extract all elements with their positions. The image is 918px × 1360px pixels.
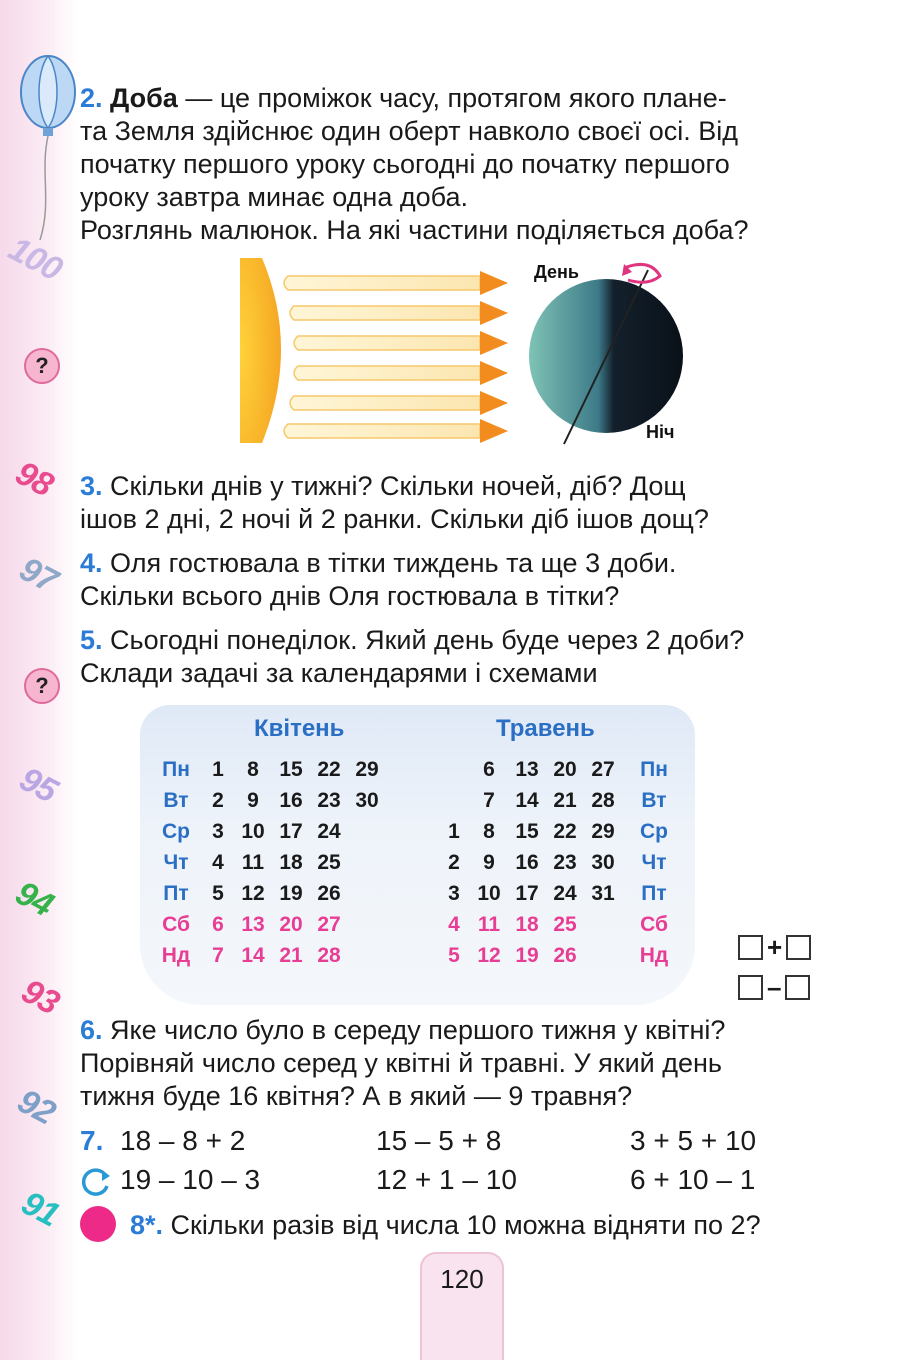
arrow-icon <box>480 271 508 443</box>
text-line: Сьогодні понеділок. Який день буде через 2 доби? <box>110 625 745 655</box>
day-name: Вт <box>641 789 667 812</box>
day-name: Пт <box>163 882 189 905</box>
task-6-line: Порівняй число серед у квітні й травні. У який день <box>80 1048 723 1078</box>
side-number: 94 <box>9 873 59 925</box>
april-week-row <box>150 755 386 785</box>
empty-box <box>738 975 763 1000</box>
sun <box>240 258 281 443</box>
text-line: Яке число було в середу першого тижня у квітні? <box>110 1015 726 1045</box>
calendar-date: 9 <box>483 851 495 874</box>
calendar-date: 15 <box>279 758 303 781</box>
calendar-date: 1 <box>448 820 460 843</box>
task-number: 8*. <box>130 1210 164 1240</box>
calendar-date <box>584 910 622 940</box>
expression: 3 + 5 + 10 <box>630 1125 757 1156</box>
calendar-date: 14 <box>515 789 539 812</box>
may-title: Травень <box>496 715 595 742</box>
task-4-line <box>80 547 845 580</box>
calendar-date: 8 <box>483 820 495 843</box>
calendar-date <box>584 941 622 971</box>
calendar-date: 13 <box>241 913 265 936</box>
calendar-date: 27 <box>317 913 341 936</box>
task-4-line: Скільки всього днів Оля гостювала в тітки? <box>80 581 620 611</box>
calendar-date: 7 <box>212 944 224 967</box>
calendar-date: 12 <box>241 882 265 905</box>
difficulty-dot-icon <box>80 1206 116 1242</box>
calendar-date: 10 <box>241 820 265 843</box>
task-3-line <box>80 470 845 503</box>
calendar-date: 6 <box>483 758 495 781</box>
question-icon: ? <box>24 348 60 384</box>
text-line: Оля гостювала в тітки тиждень та ще 3 доби. <box>110 548 677 578</box>
calendar-date: 3 <box>212 820 224 843</box>
april-week-row <box>150 786 386 816</box>
calendar-date: 14 <box>241 944 265 967</box>
calendar-date: 5 <box>448 944 460 967</box>
calendar-date: 9 <box>247 789 259 812</box>
calendar-date: 4 <box>448 913 460 936</box>
day-name: Пт <box>641 882 667 905</box>
sun-earth-illustration <box>240 258 690 453</box>
day-name: Нд <box>639 944 669 967</box>
calendar-date: 24 <box>553 882 577 905</box>
task-number: 2. <box>80 83 103 113</box>
day-name: Вт <box>163 789 189 812</box>
calendar-date: 8 <box>247 758 259 781</box>
calendar-date: 26 <box>553 944 577 967</box>
task-2-line <box>80 82 845 115</box>
day-name: Чт <box>641 851 667 874</box>
task-5-line <box>80 624 845 657</box>
task-3-line: ішов 2 дні, 2 ночі й 2 ранки. Скільки діб ішов дощ? <box>80 504 709 534</box>
calendar-date: 29 <box>591 820 615 843</box>
may-week-row <box>438 879 680 909</box>
calendar-date: 28 <box>591 789 615 812</box>
scheme-minus <box>738 972 810 1003</box>
april-week-row <box>150 879 386 909</box>
task-2 <box>80 82 845 247</box>
calendar-date: 5 <box>212 882 224 905</box>
text-line: — це проміжок часу, протягом якого плане- <box>185 83 727 113</box>
calendar-date: 25 <box>317 851 341 874</box>
task-6-line <box>80 1014 845 1047</box>
expression: 19 – 10 – 3 <box>120 1164 261 1195</box>
task-2-line: та Земля здійснює один оберт навколо своєї осі. Від <box>80 116 739 146</box>
side-number: 97 <box>13 549 63 601</box>
side-number: 98 <box>9 453 59 505</box>
task-number: 6. <box>80 1015 103 1045</box>
calendar-date: 21 <box>553 789 577 812</box>
calendar-date: 12 <box>477 944 501 967</box>
calendar-date: 27 <box>591 758 615 781</box>
day-name: Сб <box>162 913 190 936</box>
calendar-date: 17 <box>279 820 303 843</box>
task-5-line: Склади задачі за календарями і схемами <box>80 658 598 688</box>
calendar-date: 4 <box>212 851 224 874</box>
april-week-row <box>150 817 386 847</box>
calendar-date: 25 <box>553 913 577 936</box>
expression: 12 + 1 – 10 <box>376 1164 517 1195</box>
april-week-row <box>150 848 386 878</box>
scheme-plus <box>738 932 811 963</box>
calendar-date: 1 <box>212 758 224 781</box>
calendar-date: 23 <box>317 789 341 812</box>
term-doba: Доба <box>110 83 178 113</box>
task-8-text: Скільки разів від числа 10 можна відняти по 2? <box>170 1210 761 1240</box>
task-2-line: уроку завтра минає одна доба. <box>80 182 468 212</box>
task-2-line: початку першого уроку сьогодні до початку першого <box>80 149 730 179</box>
task-2-line: Розглянь малюнок. На які частини поділяється доба? <box>80 215 749 245</box>
day-name: Сб <box>640 913 668 936</box>
calendar-date: 30 <box>591 851 615 874</box>
task-4 <box>80 547 845 613</box>
sun-rays-icon <box>284 276 480 438</box>
april-week-row <box>150 941 386 971</box>
expression: 15 – 5 + 8 <box>376 1125 502 1156</box>
empty-box <box>738 935 763 960</box>
calendar-date: 2 <box>212 789 224 812</box>
side-number: 93 <box>15 971 65 1023</box>
plus-sign: + <box>767 932 783 962</box>
day-name: Нд <box>161 944 191 967</box>
page-number: 120 <box>420 1252 504 1360</box>
calendar-date: 24 <box>317 820 341 843</box>
night-label: Ніч <box>646 422 675 442</box>
empty-box <box>786 935 811 960</box>
may-week-row <box>438 817 680 847</box>
text-line: Скільки днів у тижні? Скільки ночей, діб? Дощ <box>110 471 686 501</box>
calendar-date: 21 <box>279 944 303 967</box>
april-week-row <box>150 910 386 940</box>
calendar-date <box>348 941 386 971</box>
calendar-date: 26 <box>317 882 341 905</box>
day-name: Пн <box>162 758 190 781</box>
task-number: 5. <box>80 625 103 655</box>
calendar-card <box>140 705 695 1005</box>
calendar-date: 20 <box>553 758 577 781</box>
calendar-date: 15 <box>515 820 539 843</box>
task-8 <box>130 1208 761 1242</box>
task-6 <box>80 1014 845 1113</box>
minus-sign: – <box>767 972 782 1002</box>
calendar-date: 6 <box>212 913 224 936</box>
task-number: 4. <box>80 548 103 578</box>
empty-box <box>785 975 810 1000</box>
side-number: 100 <box>2 229 68 289</box>
calendar-date <box>348 817 386 847</box>
may-week-row <box>438 786 680 816</box>
task-7-number: 7. <box>80 1125 104 1156</box>
calendar-date <box>438 755 470 785</box>
day-name: Чт <box>163 851 189 874</box>
rotation-arrow-icon <box>624 264 660 282</box>
task-6-line: тижня буде 16 квітня? А в який — 9 травня? <box>80 1081 633 1111</box>
calendar-date: 2 <box>448 851 460 874</box>
calendar-date: 31 <box>591 882 615 905</box>
calendar-date: 30 <box>355 789 379 812</box>
calendar-date: 18 <box>515 913 539 936</box>
day-name: Ср <box>162 820 190 843</box>
calendar-date: 13 <box>515 758 539 781</box>
calendar-date: 7 <box>483 789 495 812</box>
calendar-date: 22 <box>317 758 341 781</box>
calendar-date <box>348 848 386 878</box>
calendar-date: 19 <box>279 882 303 905</box>
april-title: Квітень <box>254 715 345 742</box>
calendar-date: 28 <box>317 944 341 967</box>
expression: 6 + 10 – 1 <box>630 1164 756 1195</box>
calendar-date: 16 <box>515 851 539 874</box>
calendar-date: 23 <box>553 851 577 874</box>
refresh-icon <box>80 1166 112 1198</box>
may-week-row <box>438 941 680 971</box>
calendar-date: 20 <box>279 913 303 936</box>
balloon-icon <box>18 52 78 242</box>
calendar-date: 17 <box>515 882 539 905</box>
day-label: День <box>534 262 579 282</box>
expression: 18 – 8 + 2 <box>120 1125 246 1156</box>
calendar-date: 10 <box>477 882 501 905</box>
calendar-date <box>438 786 470 816</box>
calendar-date: 22 <box>553 820 577 843</box>
day-name: Ср <box>640 820 668 843</box>
side-number: 92 <box>11 1081 61 1133</box>
calendar-date: 18 <box>279 851 303 874</box>
calendar-date: 19 <box>515 944 539 967</box>
question-icon: ? <box>24 668 60 704</box>
day-name: Пн <box>640 758 668 781</box>
task-number: 3. <box>80 471 103 501</box>
side-number: 91 <box>15 1183 65 1235</box>
calendar-date: 3 <box>448 882 460 905</box>
task-5 <box>80 624 845 690</box>
may-week-row <box>438 910 680 940</box>
calendar-date <box>348 910 386 940</box>
calendar-date: 16 <box>279 789 303 812</box>
may-week-row <box>438 848 680 878</box>
calendar-date <box>348 879 386 909</box>
may-week-row <box>438 755 680 785</box>
calendar-date: 11 <box>241 851 265 874</box>
calendar-date: 11 <box>477 913 501 936</box>
calendar-date: 29 <box>355 758 379 781</box>
side-number: 95 <box>13 759 63 811</box>
task-3 <box>80 470 845 536</box>
